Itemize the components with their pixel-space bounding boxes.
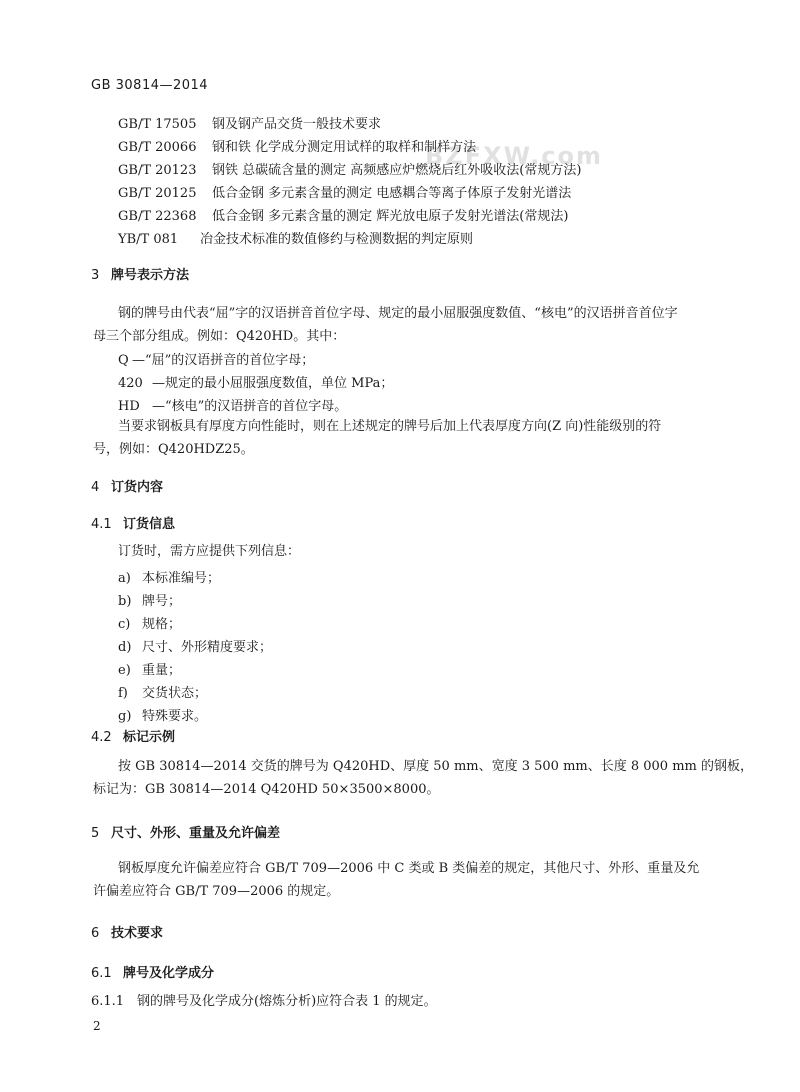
list-text: 特殊要求。 <box>142 709 208 724</box>
list-text: 本标准编号； <box>142 571 221 586</box>
list-marker: b) <box>118 594 132 609</box>
list-item <box>118 659 181 678</box>
section-heading <box>91 264 189 283</box>
subsection-heading <box>91 726 175 745</box>
reference-title: 冶金技术标准的数值修约与检测数据的判定原则 <box>200 232 474 247</box>
list-item <box>118 682 207 701</box>
list-marker: g) <box>118 709 132 724</box>
subsection-title: 订货信息 <box>123 517 176 532</box>
list-text: 尺寸、外形精度要求； <box>142 640 273 655</box>
reference-item <box>118 136 476 155</box>
subsection-title: 牌号及化学成分 <box>123 966 215 981</box>
subsection-heading <box>91 962 214 981</box>
definition-item <box>118 372 393 391</box>
list-text: 牌号； <box>142 594 182 609</box>
subsection-number: 4.2 <box>91 730 112 745</box>
reference-code: YB/T 081 <box>118 232 179 247</box>
list-item <box>118 636 272 655</box>
reference-code: GB/T 17505 <box>118 117 197 132</box>
list-marker: a) <box>118 571 131 586</box>
list-item <box>118 567 220 586</box>
definition-key: Q <box>118 353 129 368</box>
paragraph-line: 标记为：GB 30814—2014 Q420HD 50×3500×8000。 <box>93 782 440 797</box>
clause-number: 6.1.1 <box>91 994 125 1009</box>
subsection-heading <box>91 513 175 532</box>
reference-code: GB/T 20125 <box>118 186 197 201</box>
section-title: 技术要求 <box>111 926 164 941</box>
definition-value: —“屈”的汉语拼音的首位字母； <box>132 353 315 368</box>
paragraph-line: 按 GB 30814—2014 交货的牌号为 Q420HD、厚度 50 mm、宽度 3 500 mm、长度 8 000 mm 的钢板， <box>118 759 754 774</box>
list-marker: d) <box>118 640 132 655</box>
section-title: 牌号表示方法 <box>111 268 190 283</box>
reference-title: 钢铁 总碳硫含量的测定 高频感应炉燃烧后红外吸收法(常规方法) <box>212 163 582 178</box>
section-number: 3 <box>91 268 100 283</box>
reference-title: 低合金钢 多元素含量的测定 辉光放电原子发射光谱法(常规法) <box>212 209 569 224</box>
list-item <box>118 613 181 632</box>
section-number: 6 <box>91 926 100 941</box>
paragraph-line: 订货时，需方应提供下列信息： <box>118 544 301 559</box>
list-marker: c) <box>118 617 131 632</box>
reference-code: GB/T 20066 <box>118 140 197 155</box>
paragraph-line: 钢板厚度允许偏差应符合 GB/T 709—2006 中 C 类或 B 类偏差的规定，其他尺寸、外形、重量及允 <box>118 861 700 876</box>
section-heading <box>91 476 163 495</box>
list-text: 交货状态； <box>142 686 208 701</box>
paragraph-line: 当要求钢板具有厚度方向性能时，则在上述规定的牌号后加上代表厚度方向(Z 向)性能级别的符 <box>118 419 662 434</box>
reference-code: GB/T 22368 <box>118 209 197 224</box>
section-heading <box>91 922 163 941</box>
page-number: 2 <box>93 1019 101 1033</box>
definition-value: —“核电”的汉语拼音的首位字母。 <box>152 399 348 414</box>
list-marker: e) <box>118 663 131 678</box>
reference-title: 低合金钢 多元素含量的测定 电感耦合等离子体原子发射光谱法 <box>212 186 572 201</box>
section-number: 5 <box>91 826 100 841</box>
section-heading <box>91 822 280 841</box>
reference-title: 钢及钢产品交货一般技术要求 <box>212 117 382 132</box>
reference-item <box>118 159 581 178</box>
watermark: BZFXW.com <box>425 142 603 170</box>
section-number: 4 <box>91 480 100 495</box>
paragraph-line: 许偏差应符合 GB/T 709—2006 的规定。 <box>93 884 340 899</box>
list-text: 重量； <box>142 663 182 678</box>
clause-line <box>91 990 437 1014</box>
reference-item <box>118 205 568 224</box>
section-title: 订货内容 <box>111 480 164 495</box>
section-title: 尺寸、外形、重量及允许偏差 <box>111 826 281 841</box>
standard-header: GB 30814—2014 <box>91 78 209 93</box>
subsection-number: 6.1 <box>91 966 112 981</box>
subsection-number: 4.1 <box>91 517 112 532</box>
definition-key: HD <box>118 399 140 414</box>
subsection-title: 标记示例 <box>123 730 176 745</box>
list-item <box>118 705 207 724</box>
clause-text: 钢的牌号及化学成分(熔炼分析)应符合表 1 的规定。 <box>137 994 437 1009</box>
list-text: 规格； <box>142 617 182 632</box>
definition-item <box>118 395 347 414</box>
reference-item <box>118 113 381 132</box>
definition-key: 420 <box>118 376 143 391</box>
reference-item <box>118 228 473 247</box>
list-marker: f) <box>118 686 128 701</box>
definition-value: —规定的最小屈服强度数值，单位 MPa； <box>152 376 394 391</box>
reference-title: 钢和铁 化学成分测定用试样的取样和制样方法 <box>212 140 477 155</box>
paragraph-line: 钢的牌号由代表“屈”字的汉语拼音首位字母、规定的最小屈服强度数值、“核电”的汉语拼音首位字 <box>118 306 678 321</box>
paragraph-line: 号，例如：Q420HDZ25。 <box>93 442 254 457</box>
list-item <box>118 590 181 609</box>
reference-code: GB/T 20123 <box>118 163 197 178</box>
definition-item <box>118 349 314 368</box>
paragraph-line: 母三个部分组成。例如：Q420HD。其中： <box>93 329 346 344</box>
reference-item <box>118 182 571 201</box>
